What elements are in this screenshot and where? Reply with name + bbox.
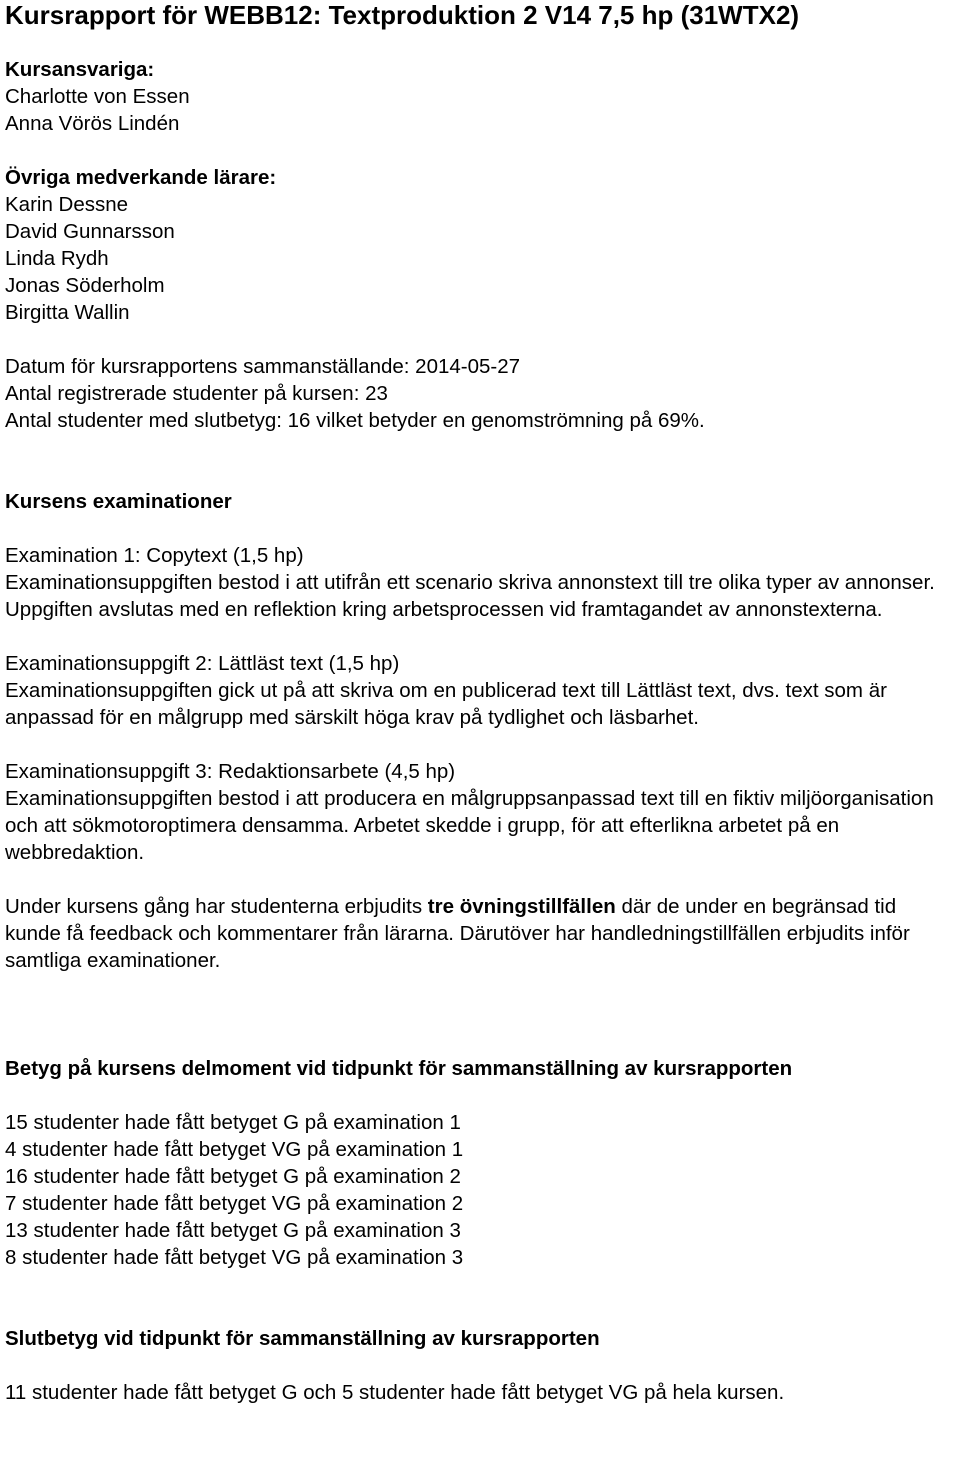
exercise-note-bold: tre övningstillfällen (427, 895, 616, 918)
report-date-line: Datum för kursrapportens sammanställande: 2014-05-27 (5, 355, 521, 378)
partial-grade-line: 4 studenter hade fått betyget VG på examination 1 (5, 1138, 464, 1161)
partial-grade-line: 16 studenter hade fått betyget G på examination 2 (5, 1165, 461, 1188)
final-grades-section (5, 1325, 960, 1406)
teacher-name: Birgitta Wallin (5, 301, 130, 324)
partial-grades-heading: Betyg på kursens delmoment vid tidpunkt för sammanställning av kursrapporten (5, 1057, 793, 1080)
teacher-name: Linda Rydh (5, 247, 109, 270)
teacher-name: Karin Dessne (5, 193, 129, 216)
examination-description: Examinationsuppgiften bestod i att utifrån ett scenario skriva annonstext till tre olika typer av annonser. Uppgiften avslutas med en reflektion kring arbetsprocessen vid framtagandet av annonstexterna. (5, 571, 935, 621)
stats-section (5, 353, 960, 434)
registered-students-line: Antal registrerade studenter på kursen: 23 (5, 382, 388, 405)
course-responsible-section (5, 56, 960, 137)
examination-item (5, 758, 960, 866)
examination-item (5, 542, 960, 623)
examination-title: Examination 1: Copytext (1,5 hp) (5, 544, 304, 567)
final-grades-text: 11 studenter hade fått betyget G och 5 studenter hade fått betyget VG på hela kursen. (5, 1381, 785, 1404)
examinations-section (5, 488, 960, 974)
partial-grades-list (5, 1109, 960, 1271)
exercise-note (5, 893, 960, 974)
exercise-note-before: Under kursens gång har studenterna erbjudits (5, 895, 428, 918)
examinations-heading: Kursens examinationer (5, 490, 232, 513)
report-title: Kursrapport för WEBB12: Textproduktion 2 V14 7,5 hp (31WTX2) (5, 0, 800, 30)
partial-grade-line: 13 studenter hade fått betyget G på examination 3 (5, 1219, 461, 1242)
exercise-note-after: där de under en begränsad tid kunde få feedback och kommentarer från lärarna. Därutöver har handledningstillfällen erbjudits inför samtliga examinationer. (5, 895, 910, 972)
examination-title: Examinationsuppgift 2: Lättläst text (1,5 hp) (5, 652, 400, 675)
final-grades-heading: Slutbetyg vid tidpunkt för sammanställning av kursrapporten (5, 1327, 600, 1350)
examination-description: Examinationsuppgiften gick ut på att skriva om en publicerad text till Lättläst text, dvs. text som är anpassad för en målgrupp med särskilt höga krav på tydlighet och läsbarhet. (5, 679, 887, 729)
other-teachers-section (5, 164, 960, 326)
teacher-name: David Gunnarsson (5, 220, 175, 243)
course-responsible-heading: Kursansvariga: (5, 58, 155, 81)
other-teachers-heading: Övriga medverkande lärare: (5, 166, 277, 189)
final-grade-students-line: Antal studenter med slutbetyg: 16 vilket betyder en genomströmning på 69%. (5, 409, 705, 432)
partial-grade-line: 15 studenter hade fått betyget G på examination 1 (5, 1111, 461, 1134)
examination-item (5, 650, 960, 731)
examination-title: Examinationsuppgift 3: Redaktionsarbete (4,5 hp) (5, 760, 456, 783)
partial-grade-line: 7 studenter hade fått betyget VG på examination 2 (5, 1192, 464, 1215)
course-responsible-name: Anna Vörös Lindén (5, 112, 180, 135)
examination-description: Examinationsuppgiften bestod i att producera en målgruppsanpassad text till en fiktiv miljöorganisation och att sökmotoroptimera densamma. Arbetet skedde i grupp, för att efterlikna arbetet på en webbredaktion. (5, 787, 934, 864)
partial-grade-line: 8 studenter hade fått betyget VG på examination 3 (5, 1246, 464, 1269)
course-responsible-name: Charlotte von Essen (5, 85, 190, 108)
teacher-name: Jonas Söderholm (5, 274, 165, 297)
partial-grades-section (5, 1055, 960, 1271)
